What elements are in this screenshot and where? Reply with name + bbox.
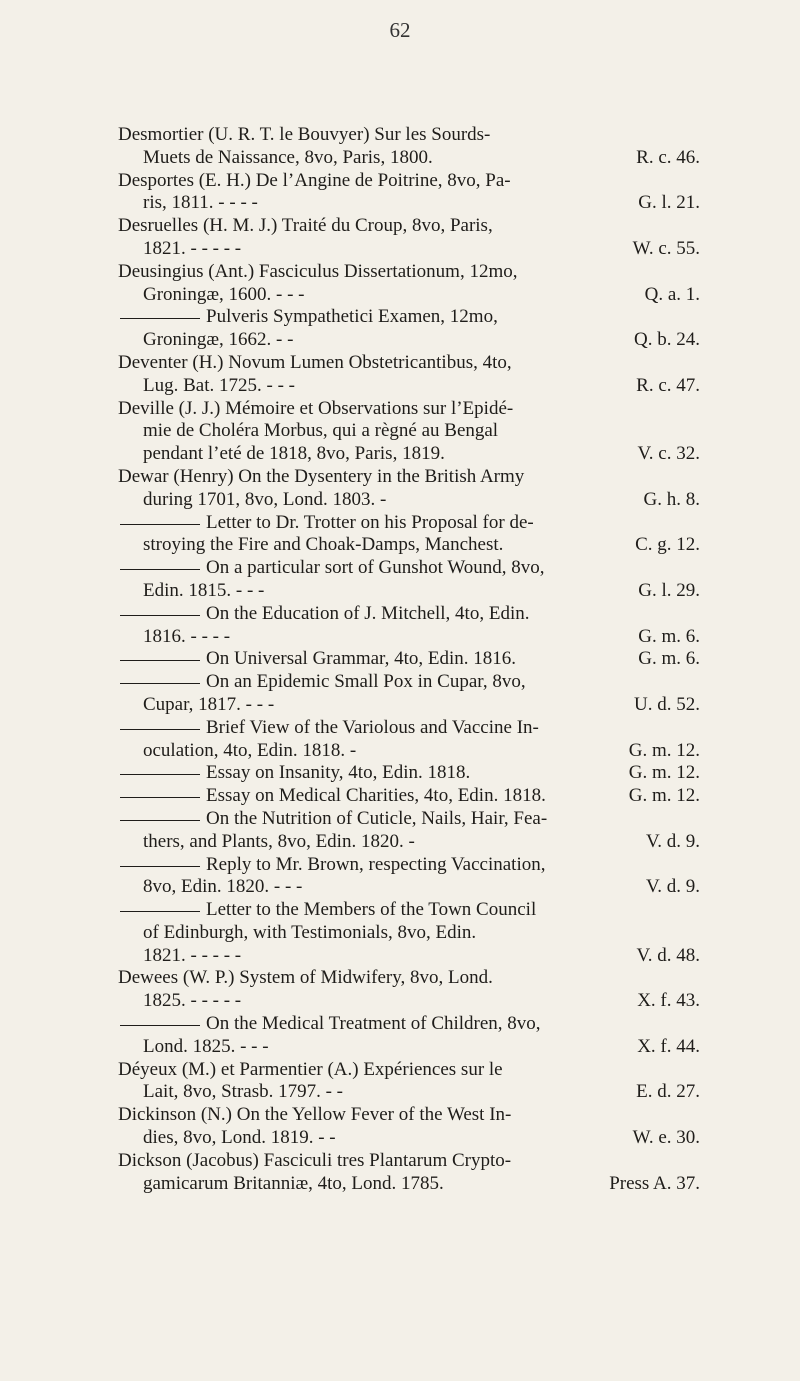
- catalogue-line: [118, 1104, 700, 1127]
- line-text: Reply to Mr. Brown, respecting Vaccination,: [206, 853, 546, 875]
- catalogue-line: [118, 1173, 700, 1196]
- shelf-mark: G. m. 6.: [638, 625, 700, 647]
- line-text: Déyeux (M.) et Parmentier (A.) Expériences sur le: [118, 1058, 503, 1080]
- catalogue-line: [118, 648, 700, 671]
- line-text: during 1701, 8vo, Lond. 1803. -: [143, 488, 387, 510]
- catalogue-line: [118, 124, 700, 147]
- catalogue-line: [118, 854, 700, 877]
- catalogue-line: [118, 261, 700, 284]
- shelf-mark: X. f. 43.: [637, 990, 700, 1012]
- catalogue-line: [118, 192, 700, 215]
- catalogue-line: [118, 420, 700, 443]
- line-text: Letter to the Members of the Town Council: [206, 899, 537, 921]
- catalogue-line: [118, 557, 700, 580]
- catalogue-line: [118, 603, 700, 626]
- line-text: On an Epidemic Small Pox in Cupar, 8vo,: [206, 671, 526, 693]
- line-text: thers, and Plants, 8vo, Edin. 1820. -: [143, 830, 415, 852]
- shelf-mark: G. m. 12.: [628, 785, 700, 807]
- line-text: Muets de Naissance, 8vo, Paris, 1800.: [143, 146, 433, 168]
- line-text: Desruelles (H. M. J.) Traité du Croup, 8vo, Paris,: [118, 215, 493, 237]
- entry-list: [118, 124, 700, 1195]
- line-text: dies, 8vo, Lond. 1819. - -: [143, 1127, 336, 1149]
- line-text: 1821. - - - - -: [143, 237, 242, 259]
- shelf-mark: V. d. 9.: [645, 876, 700, 898]
- shelf-mark: W. e. 30.: [632, 1127, 700, 1149]
- shelf-mark: G. l. 21.: [638, 192, 700, 214]
- catalogue-line: [118, 284, 700, 307]
- line-text: stroying the Fire and Choak-Damps, Manchest.: [143, 534, 504, 556]
- line-text: gamicarum Britanniæ, 4to, Lond. 1785.: [143, 1172, 444, 1194]
- catalogue-line: [118, 443, 700, 466]
- catalogue-line: [118, 967, 700, 990]
- catalogue-line: [118, 808, 700, 831]
- shelf-mark: C. g. 12.: [635, 534, 700, 556]
- line-text: Deventer (H.) Novum Lumen Obstetricantibus, 4to,: [118, 351, 512, 373]
- shelf-mark: G. m. 12.: [628, 762, 700, 784]
- line-text: mie de Choléra Morbus, qui a règné au Bengal: [143, 420, 499, 442]
- catalogue-line: [118, 1081, 700, 1104]
- line-text: Dickson (Jacobus) Fasciculi tres Plantarum Crypto-: [118, 1149, 512, 1171]
- line-text: oculation, 4to, Edin. 1818. -: [143, 739, 357, 761]
- shelf-mark: G. h. 8.: [643, 488, 700, 510]
- catalogue-line: [118, 1036, 700, 1059]
- shelf-mark: G. m. 6.: [638, 648, 700, 670]
- shelf-mark: R. c. 47.: [636, 374, 700, 396]
- catalogue-line: [118, 375, 700, 398]
- line-text: On a particular sort of Gunshot Wound, 8vo,: [206, 557, 545, 579]
- catalogue-line: [118, 580, 700, 603]
- line-text: Lait, 8vo, Strasb. 1797. - -: [143, 1081, 344, 1103]
- catalogue-line: [118, 466, 700, 489]
- shelf-mark: G. m. 12.: [628, 739, 700, 761]
- catalogue-line: [118, 671, 700, 694]
- shelf-mark: W. c. 55.: [632, 237, 700, 259]
- catalogue-line: [118, 740, 700, 763]
- line-text: Brief View of the Variolous and Vaccine In-: [206, 716, 539, 738]
- shelf-mark: G. l. 29.: [638, 579, 700, 601]
- catalogue-line: [118, 147, 700, 170]
- line-text: On the Medical Treatment of Children, 8vo,: [206, 1013, 541, 1035]
- line-text: ris, 1811. - - - -: [143, 192, 258, 214]
- line-text: of Edinburgh, with Testimonials, 8vo, Edin.: [143, 921, 477, 943]
- line-text: On the Nutrition of Cuticle, Nails, Hair, Fea-: [206, 807, 548, 829]
- catalogue-line: [118, 1013, 700, 1036]
- catalogue-line: [118, 1059, 700, 1082]
- line-text: Groningæ, 1600. - - -: [143, 283, 305, 305]
- line-text: Lond. 1825. - - -: [143, 1035, 269, 1057]
- line-text: Dewees (W. P.) System of Midwifery, 8vo, Lond.: [118, 967, 493, 989]
- catalogue-line: [118, 922, 700, 945]
- line-text: Essay on Insanity, 4to, Edin. 1818.: [206, 762, 471, 784]
- line-text: On Universal Grammar, 4to, Edin. 1816.: [206, 648, 517, 670]
- catalogue-line: [118, 1127, 700, 1150]
- shelf-mark: V. d. 48.: [636, 944, 700, 966]
- line-text: Essay on Medical Charities, 4to, Edin. 1818.: [206, 785, 546, 807]
- line-text: Dickinson (N.) On the Yellow Fever of the West In-: [118, 1104, 512, 1126]
- catalogue-line: [118, 534, 700, 557]
- line-text: Desmortier (U. R. T. le Bouvyer) Sur les Sourds-: [118, 124, 491, 145]
- line-text: Desportes (E. H.) De l’Angine de Poitrine, 8vo, Pa-: [118, 169, 511, 191]
- catalogue-line: [118, 352, 700, 375]
- shelf-mark: V. d. 9.: [645, 830, 700, 852]
- line-text: Letter to Dr. Trotter on his Proposal for de-: [206, 511, 534, 533]
- shelf-mark: Q. a. 1.: [644, 283, 700, 305]
- shelf-mark: Q. b. 24.: [634, 329, 700, 351]
- catalogue-line: [118, 512, 700, 535]
- catalogue-line: [118, 762, 700, 785]
- line-text: Lug. Bat. 1725. - - -: [143, 374, 295, 396]
- catalogue-line: [118, 990, 700, 1013]
- catalogue-line: [118, 717, 700, 740]
- shelf-mark: E. d. 27.: [636, 1081, 700, 1103]
- line-text: Cupar, 1817. - - -: [143, 693, 275, 715]
- shelf-mark: X. f. 44.: [637, 1035, 700, 1057]
- catalogue-line: [118, 785, 700, 808]
- catalogue-line: [118, 876, 700, 899]
- line-text: 8vo, Edin. 1820. - - -: [143, 876, 303, 898]
- catalogue-line: [118, 831, 700, 854]
- line-text: Deusingius (Ant.) Fasciculus Dissertationum, 12mo,: [118, 260, 518, 282]
- line-text: Edin. 1815. - - -: [143, 579, 265, 601]
- line-text: Dewar (Henry) On the Dysentery in the British Army: [118, 465, 525, 487]
- catalogue-line: [118, 215, 700, 238]
- line-text: Deville (J. J.) Mémoire et Observations sur l’Epidé-: [118, 397, 514, 419]
- catalogue-line: [118, 626, 700, 649]
- line-text: On the Education of J. Mitchell, 4to, Edin.: [206, 602, 530, 624]
- line-text: 1825. - - - - -: [143, 990, 242, 1012]
- line-text: 1821. - - - - -: [143, 944, 242, 966]
- shelf-mark: V. c. 32.: [637, 443, 700, 465]
- catalogue-line: [118, 306, 700, 329]
- catalogue-line: [118, 238, 700, 261]
- catalogue-line: [118, 170, 700, 193]
- line-text: Pulveris Sympathetici Examen, 12mo,: [206, 306, 498, 328]
- catalogue-line: [118, 329, 700, 352]
- line-text: 1816. - - - -: [143, 625, 231, 647]
- catalogue-line: [118, 1150, 700, 1173]
- shelf-mark: Press A. 37.: [609, 1172, 700, 1194]
- shelf-mark: R. c. 46.: [636, 146, 700, 168]
- shelf-mark: U. d. 52.: [634, 693, 700, 715]
- catalogue-line: [118, 899, 700, 922]
- catalogue-line: [118, 489, 700, 512]
- line-text: pendant l’eté de 1818, 8vo, Paris, 1819.: [143, 443, 445, 465]
- catalogue-line: [118, 398, 700, 421]
- catalogue-line: [118, 694, 700, 717]
- catalogue-line: [118, 945, 700, 968]
- line-text: Groningæ, 1662. - -: [143, 329, 294, 351]
- page-number: 62: [389, 18, 411, 42]
